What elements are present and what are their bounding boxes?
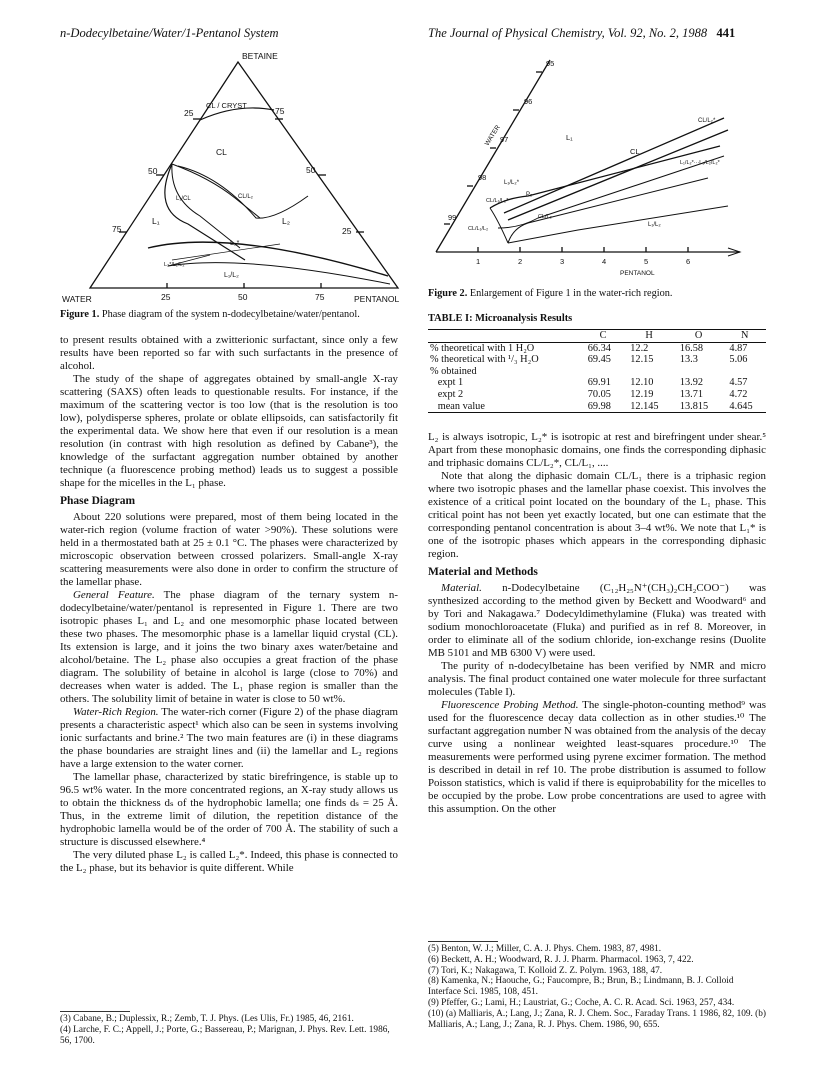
svg-text:L₂: L₂: [282, 216, 291, 226]
table1-cell: 4.57: [729, 377, 748, 389]
svg-text:75: 75: [275, 106, 285, 116]
svg-text:CL/L₁/L₂*: CL/L₁/L₂*: [486, 198, 509, 204]
table1-cell: 4.645: [723, 401, 766, 413]
paragraph-purity: The purity of n-dodecylbetaine has been verified by NMR and micro analysis. The final product contained one water molecule for three surfactant molecules (Table I).: [428, 660, 766, 698]
table1-cell: 16.58: [679, 342, 704, 354]
table1-cell: [582, 366, 625, 378]
table1-cell: % obtained: [430, 365, 477, 377]
footnote-7: (7) Tori, K.; Nakagawa, T. Kolloid Z. Z. Polym. 1963, 188, 47.: [428, 965, 663, 976]
svg-text:50: 50: [306, 165, 316, 175]
footnote-8: (8) Kamenka, N.; Haouche, G.; Faucompre, B.; Brun, B.; Lindmann, B. J. Colloid Interface Sci. 1985, 108, 451.: [428, 976, 734, 998]
table1-cell: expt 1: [430, 377, 464, 389]
svg-text:95: 95: [546, 59, 555, 68]
table1-row: [428, 389, 766, 401]
svg-text:L₁/CL: L₁/CL: [176, 196, 191, 202]
svg-text:2: 2: [518, 257, 523, 266]
table1-cell: 12.2: [630, 342, 649, 354]
paragraph-general: General Feature. The phase diagram of the ternary system n-dodecylbetaine/water/pentanol is represented in Figure 1. There are two isotropic phases L₁ and L₂ and one mesomorphic phase located between these two phases. The mesomorphic phase is a lamellar liquid crystal (CL). Its extension is large, and it joins the two binary axes water/betaine and alcohol/betaine. The L₂ phase also occupies a great fraction of the phase diagram. The solubility of betaine in alcohol is large (close to 70%) and decreases when water is added. The L₁ phase region is smaller than the others. The solubility limit of betaine in water is close to 50 wt%.: [60, 589, 398, 705]
table1-title: TABLE I: Microanalysis Results: [428, 313, 573, 324]
table1-header-row: [428, 330, 766, 343]
footnote-6: (6) Beckett, A. H.; Woodward, R. J. J. Pharm. Pharmacol. 1963, 7, 422.: [428, 954, 694, 965]
table1-row: [428, 342, 766, 354]
table1-header-cell: C: [582, 330, 625, 343]
left-column: [60, 334, 398, 875]
svg-text:50: 50: [238, 292, 248, 302]
table1-header-cell: N: [723, 330, 766, 343]
footnote-3: (3) Cabane, B.; Duplessix, R.; Zemb, T. J. Phys. (Les Ulis, Fr.) 1985, 46, 2161.: [60, 1014, 354, 1024]
svg-text:PENTANOL: PENTANOL: [620, 270, 655, 277]
heading-material-methods: Material and Methods: [428, 566, 538, 578]
table1-cell: 70.05: [587, 388, 611, 400]
paragraph-about: About 220 solutions were prepared, most of them being located in the water-rich region (volume fraction of water >90%). These solutions were held in a thermostated bath at 25 ± 0.1 °C. The phases were characterized by microscopic observation between crossed polarizers. Small-angle X-ray scattering measurements were also done in order to confirm the structure of the lamellar phase.: [60, 511, 398, 588]
figure2-enlargement: [428, 48, 768, 280]
svg-text:CL / CRYST: CL / CRYST: [206, 101, 247, 110]
heading-phase-diagram: Phase Diagram: [60, 495, 136, 507]
svg-text:3: 3: [560, 257, 565, 266]
paragraph-intro: to present results obtained with a zwitterionic surfactant, since only a few results have been reported so far with such surfactants in the presence of alcohol.: [60, 334, 398, 372]
table1: [428, 329, 766, 413]
footnote-4: (4) Larche, F. C.; Appell, J.; Porte, G.; Bassereau, P.; Marignan, J. Phys. Rev. Lett. 1986, 56, 1700.: [60, 1024, 390, 1046]
figure1-phase-diagram: [60, 48, 405, 308]
svg-text:25: 25: [342, 226, 352, 236]
page-number: 441: [716, 26, 736, 40]
figure1-caption: Figure 1. Phase diagram of the system n-dodecylbetaine/water/pentanol.: [60, 309, 360, 320]
paragraph-fluorescence: Fluorescence Probing Method. The single-photon-counting method⁹ was used for the fluorescence decay data collection as in other studies.¹⁰ The surfactant aggregation number N was obtained from the analysis of the decay curve using a nonlinear weighted least-squares procedure.¹⁰ The measurements were performed using pyrene excimer formation. The method is described in detail in ref 10. The probe distribution is assumed to follow Poisson statistics, which is valid if there is equiprobability for the micelles to be occupied by the probe. Low probe concentrations are used to agree with this assumption. On the other: [428, 699, 766, 815]
svg-text:CL/L₂: CL/L₂: [538, 214, 552, 220]
svg-text:L₁/L₂: L₁/L₂: [224, 272, 239, 279]
svg-text:97: 97: [500, 135, 509, 144]
right-column: [428, 431, 766, 816]
svg-text:CL/L₁/L₂: CL/L₁/L₂: [468, 226, 489, 232]
table1-cell: 13.71: [679, 388, 704, 400]
svg-text:75: 75: [112, 224, 122, 234]
svg-text:P₂: P₂: [526, 192, 533, 198]
svg-text:L₂*/L₁/L₂: L₂*/L₁/L₂: [164, 262, 185, 268]
table1-cell: 13.3: [679, 354, 698, 366]
paragraph-l2: L₂ is always isotropic, L₂* is isotropic at rest and birefringent under shear.⁵ Apart from these monophasic domains, one finds the corresponding diphasic and triphasic domains CL/L₂*, CL/L₁, ....: [428, 431, 766, 469]
svg-text:L₂*: L₂*: [230, 240, 240, 247]
paragraph-water-rich: Water-Rich Region. The water-rich corner (Figure 2) of the phase diagram presents a characteristic aspect¹ which also can be seen in systems involving ionic surfactants and brine.² The two main features are (i) in these diagrams the phase boundaries are straight lines and (ii) the lamellar and L₂ regions have a large extension to the water corner.: [60, 706, 399, 770]
svg-text:75: 75: [315, 292, 325, 302]
table1-cell: 69.45: [587, 354, 611, 366]
svg-text:L₁/L₂: L₁/L₂: [648, 222, 661, 228]
table1-header-cell: O: [674, 330, 724, 343]
svg-text:6: 6: [686, 257, 691, 266]
svg-text:50: 50: [148, 166, 158, 176]
table1-header-cell: [428, 330, 582, 343]
table1-cell: % theoretical with 1 H₂O: [430, 342, 535, 354]
table1-cell: 12.145: [624, 401, 674, 413]
svg-text:CL: CL: [630, 147, 640, 156]
table1-cell: 13.815: [674, 401, 724, 413]
table1-cell: 66.34: [587, 342, 611, 354]
table1-row: [428, 377, 766, 389]
svg-text:25: 25: [161, 292, 171, 302]
table1-row: [428, 401, 766, 413]
table1-cell: 4.87: [729, 342, 748, 354]
figure2-caption: Figure 2. Enlargement of Figure 1 in the water-rich region.: [428, 288, 673, 299]
footnote-9: (9) Pfeffer, G.; Lami, H.; Laustriat, G.; Coche, A. C. R. Acad. Sci. 1963, 257, 434.: [428, 997, 735, 1008]
paragraph-lamellar: The lamellar phase, characterized by static birefringence, is stable up to 96.5 wt% water. In the more concentrated regions, an X-ray study allows us to obtain the thickness dₛ of the hydrophobic lamella; one finds dₛ = 25 Å. Thus, in the extreme limit of dilution, the repetition distance of the hydrophobic lamella would be of the order of 700 Å. The stability of such a structure is discussed elsewhere.⁴: [60, 771, 398, 848]
svg-text:L₁/L₂*: L₁/L₂*: [504, 180, 520, 186]
betaine-vertex-label: BETAINE: [242, 51, 278, 61]
table1-cell: [723, 366, 766, 378]
svg-text:4: 4: [602, 257, 607, 266]
running-header-right: The Journal of Physical Chemistry, Vol. 92, No. 2, 1988 441: [428, 26, 736, 40]
right-footnotes: [428, 944, 766, 1030]
svg-text:L₁: L₁: [566, 133, 573, 142]
svg-text:1: 1: [476, 257, 481, 266]
paragraph-material: Material. n-Dodecylbetaine (C₁₂H₂₅N⁺(CH₃)₂CH₂COO⁻) was synthesized according to the method given by Beckett and Woodward⁶ and by Tori and Nakagawa.⁷ Dodecyldimethylamine (Fluka) was treated with sodium monochloroacetate (Fluka) and purified as in ref 8. Moreover, in order to eliminate all of the sodium chloride, ion-exchange resins (Duolite MB 5101 and MB 6300 V) were used.: [428, 582, 766, 659]
svg-text:CL/L₂*: CL/L₂*: [698, 118, 716, 124]
svg-text:CL: CL: [216, 147, 227, 157]
footnote-10: (10) (a) Malliaris, A.; Lang, J.; Zana, R. J. Chem. Soc., Faraday Trans. 1 1986, 82, 109. (b) Malliaris, A.; Lang, J.; Zana, R. J. Phys. Chem. 1986, 90, 655.: [428, 1008, 767, 1030]
paragraph-note: Note that along the diphasic domain CL/L₁ there is a triphasic region where two isotropic phases and the lamellar phase coexist. This involves the existence of a critical point located on the boundary of the L₁ phase. This critical point has not been yet exactly located, but one can estimate that the corresponding pentanol concentration is about 3–4 wt%. We note that L₁* is one of the isotropic phases which appears in the corresponding diphasic region.: [428, 470, 766, 560]
table1-cell: 12.19: [630, 388, 654, 400]
svg-text:L₁/L₂*···L₁/L₂/L₂*: L₁/L₂*···L₁/L₂/L₂*: [680, 160, 720, 166]
svg-text:25: 25: [184, 108, 194, 118]
table1-cell: 12.10: [630, 377, 654, 389]
table1-cell: expt 2: [430, 388, 464, 400]
pentanol-vertex-label: PENTANOL: [354, 294, 400, 304]
table1-cell: 69.98: [582, 401, 625, 413]
svg-text:96: 96: [524, 97, 533, 106]
paragraph-saxs: The study of the shape of aggregates obtained by small-angle X-ray scattering (SAXS) often leads to questionable results. For instance, if the maximum of the scattering vector is too low (that is the resolution is too low), polydisperse spheres, prolate or oblate ellipsoids, can satisfactorily fit the experimental data. We show here that even if our resolution is a mean resolution (in contrast with high resolution as defined by Cabane³), the knowledge of the surfactant aggregation number obtained by another technique (a fluorescence probing method) leads us to suggest a possible shape for the micelles in the L₁ phase.: [60, 373, 398, 489]
table1-cell: 4.72: [729, 388, 748, 400]
table1-cell: 13.92: [679, 377, 704, 389]
svg-text:CL/L₂: CL/L₂: [238, 194, 254, 200]
svg-text:5: 5: [644, 257, 649, 266]
water-vertex-label: WATER: [62, 294, 92, 304]
table1-row: [428, 366, 766, 378]
paragraph-dilute: The very diluted phase L₂ is called L₂*. Indeed, this phase is connected to the L₂ phase, but its behavior is quite different. While: [60, 849, 398, 874]
running-header-left: n-Dodecylbetaine/Water/1-Pentanol System: [60, 26, 279, 40]
svg-text:L₁: L₁: [152, 216, 160, 226]
table1-cell: mean value: [428, 401, 582, 413]
table1-cell: 5.06: [729, 354, 748, 366]
svg-text:98: 98: [478, 173, 487, 182]
table1-header-cell: H: [624, 330, 674, 343]
table1-cell: 12.15: [630, 354, 654, 366]
table1-row: [428, 354, 766, 366]
table1-cell: % theoretical with ¹/₃ H₂O: [430, 354, 539, 366]
left-footnotes: [60, 1014, 398, 1046]
table1-cell: [624, 366, 674, 378]
table1-cell: [674, 366, 724, 378]
svg-text:WATER: WATER: [483, 124, 502, 148]
footnote-5: (5) Benton, W. J.; Miller, C. A. J. Phys. Chem. 1983, 87, 4981.: [428, 944, 662, 954]
svg-text:99: 99: [448, 213, 457, 222]
table1-cell: 69.91: [587, 377, 611, 389]
